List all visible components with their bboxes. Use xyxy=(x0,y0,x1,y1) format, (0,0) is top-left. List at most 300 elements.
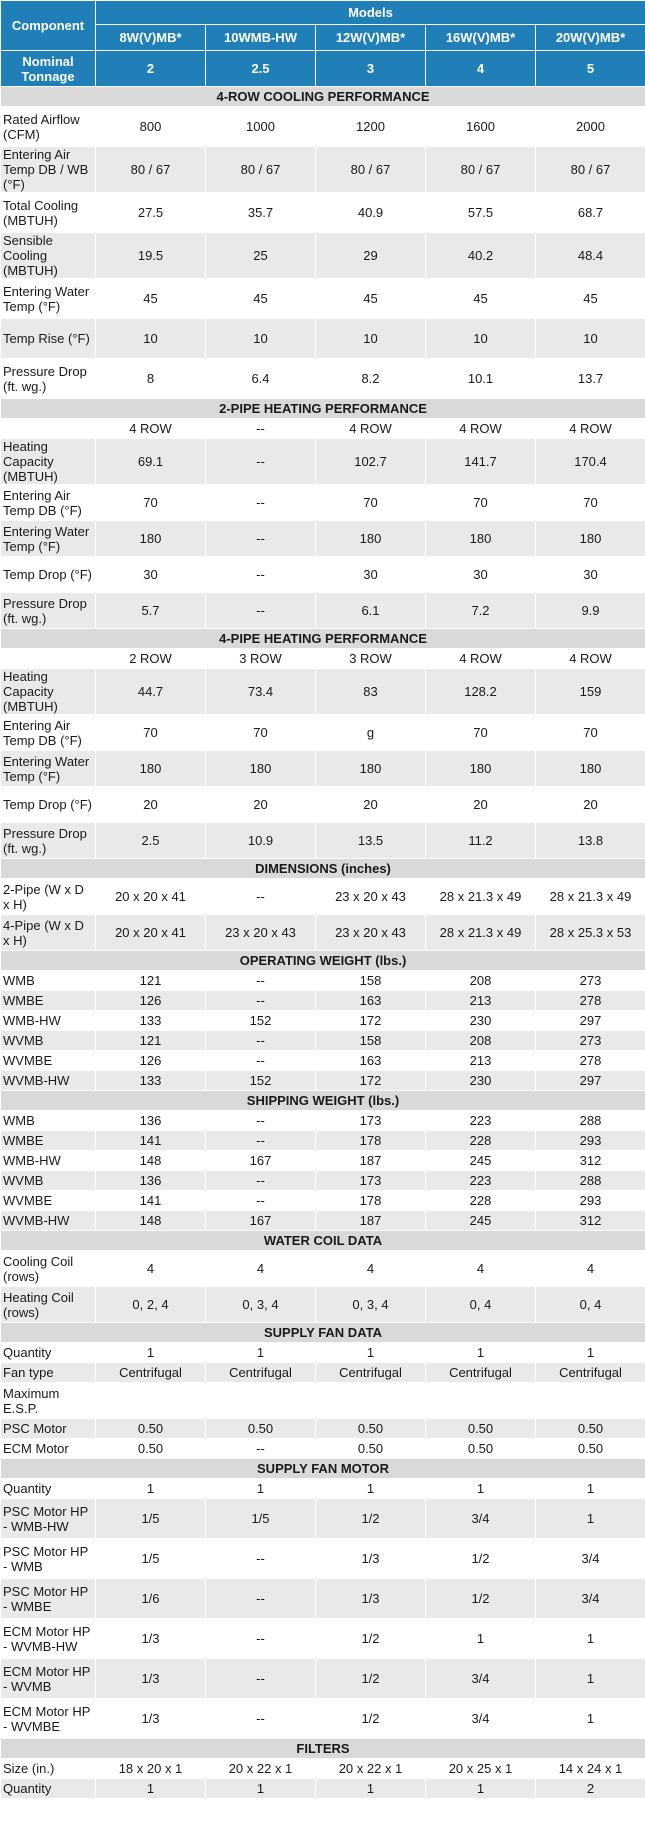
section-header-row xyxy=(1,1459,645,1479)
row-label: Pressure Drop (ft. wg.) xyxy=(1,359,96,399)
row-value: 0.50 xyxy=(426,1419,536,1439)
row-value: -- xyxy=(206,439,316,485)
row-label: WMBE xyxy=(1,991,96,1011)
section-header-row xyxy=(1,87,645,107)
section-header-row xyxy=(1,629,645,649)
row-value: 1/3 xyxy=(96,1659,206,1699)
row-value: 80 / 67 xyxy=(426,147,536,193)
row-value: 19.5 xyxy=(96,233,206,279)
row-value: 20 xyxy=(426,787,536,823)
row-value: 148 xyxy=(96,1151,206,1171)
row-value: 4 ROW xyxy=(426,419,536,439)
row-label xyxy=(1,649,96,669)
row-label: Sensible Cooling (MBTUH) xyxy=(1,233,96,279)
table-row xyxy=(1,1759,645,1779)
row-value: 4 ROW xyxy=(316,419,426,439)
section-title: FILTERS xyxy=(1,1739,645,1759)
table-row xyxy=(1,1287,645,1323)
row-value: 0, 4 xyxy=(536,1287,645,1323)
row-value: 167 xyxy=(206,1151,316,1171)
row-value: 0, 3, 4 xyxy=(206,1287,316,1323)
table-row xyxy=(1,669,645,715)
row-value: 70 xyxy=(96,715,206,751)
row-value: 158 xyxy=(316,1031,426,1051)
row-value: 4 xyxy=(536,1251,645,1287)
row-value xyxy=(316,1383,426,1419)
row-value: 83 xyxy=(316,669,426,715)
row-value: 1 xyxy=(536,1479,645,1499)
row-value: 0.50 xyxy=(536,1439,645,1459)
row-value: 1 xyxy=(536,1343,645,1363)
row-label: Quantity xyxy=(1,1779,96,1799)
section-header-row xyxy=(1,1323,645,1343)
tonnage-value: 5 xyxy=(536,51,645,87)
section-title: WATER COIL DATA xyxy=(1,1231,645,1251)
table-row xyxy=(1,1211,645,1231)
row-value: 180 xyxy=(316,751,426,787)
row-value: -- xyxy=(206,593,316,629)
row-value: -- xyxy=(206,1619,316,1659)
table-row xyxy=(1,593,645,629)
row-value: 73.4 xyxy=(206,669,316,715)
row-value: 20 x 25 x 1 xyxy=(426,1759,536,1779)
row-label: ECM Motor HP - WVMB-HW xyxy=(1,1619,96,1659)
row-value: 3/4 xyxy=(426,1659,536,1699)
row-value: 2.5 xyxy=(96,823,206,859)
row-value: 273 xyxy=(536,1031,645,1051)
row-value: 245 xyxy=(426,1211,536,1231)
row-value: 1 xyxy=(536,1619,645,1659)
row-value: 228 xyxy=(426,1191,536,1211)
row-value: 7.2 xyxy=(426,593,536,629)
row-value: 293 xyxy=(536,1191,645,1211)
row-value: 312 xyxy=(536,1211,645,1231)
table-row xyxy=(1,279,645,319)
row-value: Centrifugal xyxy=(426,1363,536,1383)
table-row xyxy=(1,1479,645,1499)
row-value: 10 xyxy=(96,319,206,359)
row-value: 70 xyxy=(426,715,536,751)
row-value: 141.7 xyxy=(426,439,536,485)
section-title: DIMENSIONS (inches) xyxy=(1,859,645,879)
row-value: 70 xyxy=(206,715,316,751)
table-row xyxy=(1,1439,645,1459)
row-label: ECM Motor HP - WVMBE xyxy=(1,1699,96,1739)
row-label: Temp Drop (°F) xyxy=(1,557,96,593)
row-value: -- xyxy=(206,419,316,439)
row-value: 40.2 xyxy=(426,233,536,279)
row-value: 4 ROW xyxy=(536,649,645,669)
row-value: 136 xyxy=(96,1111,206,1131)
row-value: -- xyxy=(206,1439,316,1459)
row-value: 10.1 xyxy=(426,359,536,399)
row-value: 29 xyxy=(316,233,426,279)
row-value: 178 xyxy=(316,1131,426,1151)
table-row xyxy=(1,1659,645,1699)
section-header-row xyxy=(1,1231,645,1251)
row-value: 20 xyxy=(206,787,316,823)
row-value: 1/2 xyxy=(316,1659,426,1699)
row-value: 180 xyxy=(206,751,316,787)
table-row xyxy=(1,1779,645,1799)
row-value: 30 xyxy=(96,557,206,593)
row-value: 133 xyxy=(96,1071,206,1091)
row-value: 8 xyxy=(96,359,206,399)
row-label: Rated Airflow (CFM) xyxy=(1,107,96,147)
table-row xyxy=(1,1031,645,1051)
row-label: Heating Capacity (MBTUH) xyxy=(1,439,96,485)
row-label: Entering Air Temp DB (°F) xyxy=(1,485,96,521)
row-value: 6.1 xyxy=(316,593,426,629)
row-value: 14 x 24 x 1 xyxy=(536,1759,645,1779)
row-value: 0.50 xyxy=(316,1439,426,1459)
table-row xyxy=(1,1051,645,1071)
tonnage-value: 3 xyxy=(316,51,426,87)
row-value: 278 xyxy=(536,991,645,1011)
tonnage-label: Nominal Tonnage xyxy=(1,51,96,87)
row-label: WVMBE xyxy=(1,1191,96,1211)
row-value: 1/5 xyxy=(96,1539,206,1579)
row-label: Heating Coil (rows) xyxy=(1,1287,96,1323)
table-row xyxy=(1,787,645,823)
row-value: 45 xyxy=(426,279,536,319)
row-label: Size (in.) xyxy=(1,1759,96,1779)
row-value: 1 xyxy=(426,1779,536,1799)
row-value: -- xyxy=(206,879,316,915)
row-value: 288 xyxy=(536,1111,645,1131)
tonnage-value: 2 xyxy=(96,51,206,87)
row-value: -- xyxy=(206,1111,316,1131)
row-value: 4 xyxy=(96,1251,206,1287)
row-value: 121 xyxy=(96,971,206,991)
row-label: Pressure Drop (ft. wg.) xyxy=(1,593,96,629)
row-value: 2 ROW xyxy=(96,649,206,669)
row-value: 0.50 xyxy=(426,1439,536,1459)
table-row xyxy=(1,1383,645,1419)
row-value: 152 xyxy=(206,1011,316,1031)
table-row xyxy=(1,1539,645,1579)
row-value: 312 xyxy=(536,1151,645,1171)
row-value: 223 xyxy=(426,1171,536,1191)
row-value: 13.5 xyxy=(316,823,426,859)
row-value: 180 xyxy=(316,521,426,557)
row-label: Entering Water Temp (°F) xyxy=(1,521,96,557)
row-value: 4 ROW xyxy=(96,419,206,439)
table-row xyxy=(1,1579,645,1619)
table-row xyxy=(1,991,645,1011)
row-value: 1/3 xyxy=(96,1699,206,1739)
row-value: 3/4 xyxy=(426,1699,536,1739)
row-value: 230 xyxy=(426,1011,536,1031)
row-label: Entering Air Temp DB / WB (°F) xyxy=(1,147,96,193)
row-value: 1 xyxy=(536,1499,645,1539)
row-value: 20 x 20 x 41 xyxy=(96,879,206,915)
row-value: Centrifugal xyxy=(96,1363,206,1383)
row-value: 173 xyxy=(316,1111,426,1131)
row-label: WVMB xyxy=(1,1031,96,1051)
row-value: g xyxy=(316,715,426,751)
row-value: 1/5 xyxy=(96,1499,206,1539)
row-value: 23 x 20 x 43 xyxy=(206,915,316,951)
row-value: 4 xyxy=(206,1251,316,1287)
row-value: 0.50 xyxy=(536,1419,645,1439)
table-row xyxy=(1,439,645,485)
row-value: 13.7 xyxy=(536,359,645,399)
table-row xyxy=(1,1071,645,1091)
row-value: 20 x 22 x 1 xyxy=(316,1759,426,1779)
row-value: -- xyxy=(206,1031,316,1051)
row-value: 136 xyxy=(96,1171,206,1191)
row-value: 180 xyxy=(96,521,206,557)
row-value: 0, 4 xyxy=(426,1287,536,1323)
row-value: -- xyxy=(206,1659,316,1699)
section-header-row xyxy=(1,1739,645,1759)
table-row xyxy=(1,1191,645,1211)
row-value: 1/2 xyxy=(316,1699,426,1739)
table-row xyxy=(1,193,645,233)
section-header-row xyxy=(1,951,645,971)
row-label: WMB-HW xyxy=(1,1011,96,1031)
row-value: 1/2 xyxy=(316,1619,426,1659)
model-header: 16W(V)MB* xyxy=(426,25,536,51)
row-value: 20 x 20 x 41 xyxy=(96,915,206,951)
row-value xyxy=(426,1383,536,1419)
row-value: 163 xyxy=(316,1051,426,1071)
row-value: 20 x 22 x 1 xyxy=(206,1759,316,1779)
row-value: 10 xyxy=(536,319,645,359)
row-value xyxy=(96,1383,206,1419)
row-value: 1/2 xyxy=(426,1579,536,1619)
row-label: Temp Rise (°F) xyxy=(1,319,96,359)
row-value: 4 xyxy=(426,1251,536,1287)
row-value: Centrifugal xyxy=(206,1363,316,1383)
row-value: -- xyxy=(206,485,316,521)
tonnage-value: 4 xyxy=(426,51,536,87)
row-label: WVMB-HW xyxy=(1,1071,96,1091)
row-value: 80 / 67 xyxy=(206,147,316,193)
table-row xyxy=(1,879,645,915)
section-title: 4-PIPE HEATING PERFORMANCE xyxy=(1,629,645,649)
table-row xyxy=(1,1111,645,1131)
row-label: WMB xyxy=(1,971,96,991)
row-label: ECM Motor HP - WVMB xyxy=(1,1659,96,1699)
row-value: 1 xyxy=(426,1619,536,1659)
row-value xyxy=(536,1383,645,1419)
row-label: WVMB xyxy=(1,1171,96,1191)
row-value: 141 xyxy=(96,1131,206,1151)
table-row xyxy=(1,233,645,279)
table-row xyxy=(1,1619,645,1659)
table-row xyxy=(1,147,645,193)
row-value: -- xyxy=(206,1131,316,1151)
row-value: 28 x 21.3 x 49 xyxy=(426,915,536,951)
row-value: 141 xyxy=(96,1191,206,1211)
section-title: SUPPLY FAN DATA xyxy=(1,1323,645,1343)
row-value: 1 xyxy=(426,1479,536,1499)
table-row xyxy=(1,1343,645,1363)
row-value: 128.2 xyxy=(426,669,536,715)
row-value: 5.7 xyxy=(96,593,206,629)
row-value: 1 xyxy=(316,1779,426,1799)
row-value: 30 xyxy=(316,557,426,593)
row-value: 48.4 xyxy=(536,233,645,279)
row-value: Centrifugal xyxy=(316,1363,426,1383)
row-label: 2-Pipe (W x D x H) xyxy=(1,879,96,915)
row-value: 20 xyxy=(536,787,645,823)
row-value: 35.7 xyxy=(206,193,316,233)
row-value: 13.8 xyxy=(536,823,645,859)
row-value: 45 xyxy=(316,279,426,319)
row-value: 1 xyxy=(536,1699,645,1739)
row-value: 3 ROW xyxy=(206,649,316,669)
row-value: 4 ROW xyxy=(426,649,536,669)
table-row xyxy=(1,521,645,557)
row-value: 1/6 xyxy=(96,1579,206,1619)
row-value: -- xyxy=(206,1579,316,1619)
row-value: 180 xyxy=(536,751,645,787)
row-value: 3/4 xyxy=(536,1579,645,1619)
row-label: PSC Motor HP - WMBE xyxy=(1,1579,96,1619)
row-value: 0, 2, 4 xyxy=(96,1287,206,1323)
row-value: -- xyxy=(206,971,316,991)
row-value: 28 x 25.3 x 53 xyxy=(536,915,645,951)
row-value: 28 x 21.3 x 49 xyxy=(536,879,645,915)
row-label: Pressure Drop (ft. wg.) xyxy=(1,823,96,859)
row-value: 1/3 xyxy=(96,1619,206,1659)
table-row xyxy=(1,1011,645,1031)
row-label: Quantity xyxy=(1,1343,96,1363)
row-value: 44.7 xyxy=(96,669,206,715)
row-value: 1/2 xyxy=(426,1539,536,1579)
row-value: 23 x 20 x 43 xyxy=(316,879,426,915)
row-value: 213 xyxy=(426,991,536,1011)
row-value: 180 xyxy=(536,521,645,557)
row-value: 6.4 xyxy=(206,359,316,399)
row-label: Entering Water Temp (°F) xyxy=(1,279,96,319)
table-row xyxy=(1,715,645,751)
table-row xyxy=(1,1499,645,1539)
row-value: 152 xyxy=(206,1071,316,1091)
row-value: 57.5 xyxy=(426,193,536,233)
model-header: 8W(V)MB* xyxy=(96,25,206,51)
row-value: 70 xyxy=(316,485,426,521)
row-value: 1 xyxy=(96,1479,206,1499)
row-value: 178 xyxy=(316,1191,426,1211)
row-value: 30 xyxy=(426,557,536,593)
row-value: -- xyxy=(206,1699,316,1739)
row-value: 9.9 xyxy=(536,593,645,629)
row-value xyxy=(206,1383,316,1419)
row-value: 230 xyxy=(426,1071,536,1091)
table-row xyxy=(1,1131,645,1151)
section-title: OPERATING WEIGHT (lbs.) xyxy=(1,951,645,971)
tonnage-value: 2.5 xyxy=(206,51,316,87)
row-value: 208 xyxy=(426,971,536,991)
row-value: 2 xyxy=(536,1779,645,1799)
row-value: 223 xyxy=(426,1111,536,1131)
row-value: 172 xyxy=(316,1011,426,1031)
models-header: Models xyxy=(96,1,645,25)
row-value: 293 xyxy=(536,1131,645,1151)
row-value: 45 xyxy=(96,279,206,319)
table-row xyxy=(1,107,645,147)
table-row xyxy=(1,1171,645,1191)
row-value: 245 xyxy=(426,1151,536,1171)
row-value: Centrifugal xyxy=(536,1363,645,1383)
row-value: 40.9 xyxy=(316,193,426,233)
row-value: 10 xyxy=(316,319,426,359)
row-value: 288 xyxy=(536,1171,645,1191)
row-value: 10 xyxy=(426,319,536,359)
row-value: 20 xyxy=(96,787,206,823)
row-label: Heating Capacity (MBTUH) xyxy=(1,669,96,715)
row-label: Quantity xyxy=(1,1479,96,1499)
row-label: WMB-HW xyxy=(1,1151,96,1171)
row-label: PSC Motor xyxy=(1,1419,96,1439)
row-label: PSC Motor HP - WMB-HW xyxy=(1,1499,96,1539)
row-value: 180 xyxy=(96,751,206,787)
row-label: ECM Motor xyxy=(1,1439,96,1459)
row-value: 45 xyxy=(206,279,316,319)
component-header: Component xyxy=(1,1,96,51)
row-value: 0, 3, 4 xyxy=(316,1287,426,1323)
row-value: 1 xyxy=(96,1343,206,1363)
section-header-row xyxy=(1,859,645,879)
table-row xyxy=(1,971,645,991)
row-label: Maximum E.S.P. xyxy=(1,1383,96,1419)
row-value: 45 xyxy=(536,279,645,319)
row-value: 18 x 20 x 1 xyxy=(96,1759,206,1779)
row-value: 70 xyxy=(426,485,536,521)
table-row xyxy=(1,1363,645,1383)
row-value: 297 xyxy=(536,1071,645,1091)
row-value: 208 xyxy=(426,1031,536,1051)
row-value: 0.50 xyxy=(96,1419,206,1439)
row-value: 10 xyxy=(206,319,316,359)
row-label: PSC Motor HP - WMB xyxy=(1,1539,96,1579)
table-row xyxy=(1,649,645,669)
section-title: 4-ROW COOLING PERFORMANCE xyxy=(1,87,645,107)
model-header: 20W(V)MB* xyxy=(536,25,645,51)
row-value: 180 xyxy=(426,751,536,787)
row-value: 69.1 xyxy=(96,439,206,485)
row-value: 278 xyxy=(536,1051,645,1071)
row-label: Entering Air Temp DB (°F) xyxy=(1,715,96,751)
row-value: -- xyxy=(206,1171,316,1191)
row-value: 1/3 xyxy=(316,1579,426,1619)
row-label: 4-Pipe (W x D x H) xyxy=(1,915,96,951)
row-value: 70 xyxy=(536,485,645,521)
row-value: 1 xyxy=(426,1343,536,1363)
row-value: 27.5 xyxy=(96,193,206,233)
row-label: Cooling Coil (rows) xyxy=(1,1251,96,1287)
table-row xyxy=(1,751,645,787)
model-header: 10WMB-HW xyxy=(206,25,316,51)
table-row xyxy=(1,557,645,593)
row-value: -- xyxy=(206,991,316,1011)
row-value: -- xyxy=(206,557,316,593)
row-value: 80 / 67 xyxy=(96,147,206,193)
row-value: 159 xyxy=(536,669,645,715)
row-value: 173 xyxy=(316,1171,426,1191)
row-value: 1 xyxy=(316,1479,426,1499)
row-value: 1/5 xyxy=(206,1499,316,1539)
row-value: 70 xyxy=(96,485,206,521)
row-value: 102.7 xyxy=(316,439,426,485)
row-value: 158 xyxy=(316,971,426,991)
table-row xyxy=(1,823,645,859)
row-value: 1 xyxy=(206,1779,316,1799)
